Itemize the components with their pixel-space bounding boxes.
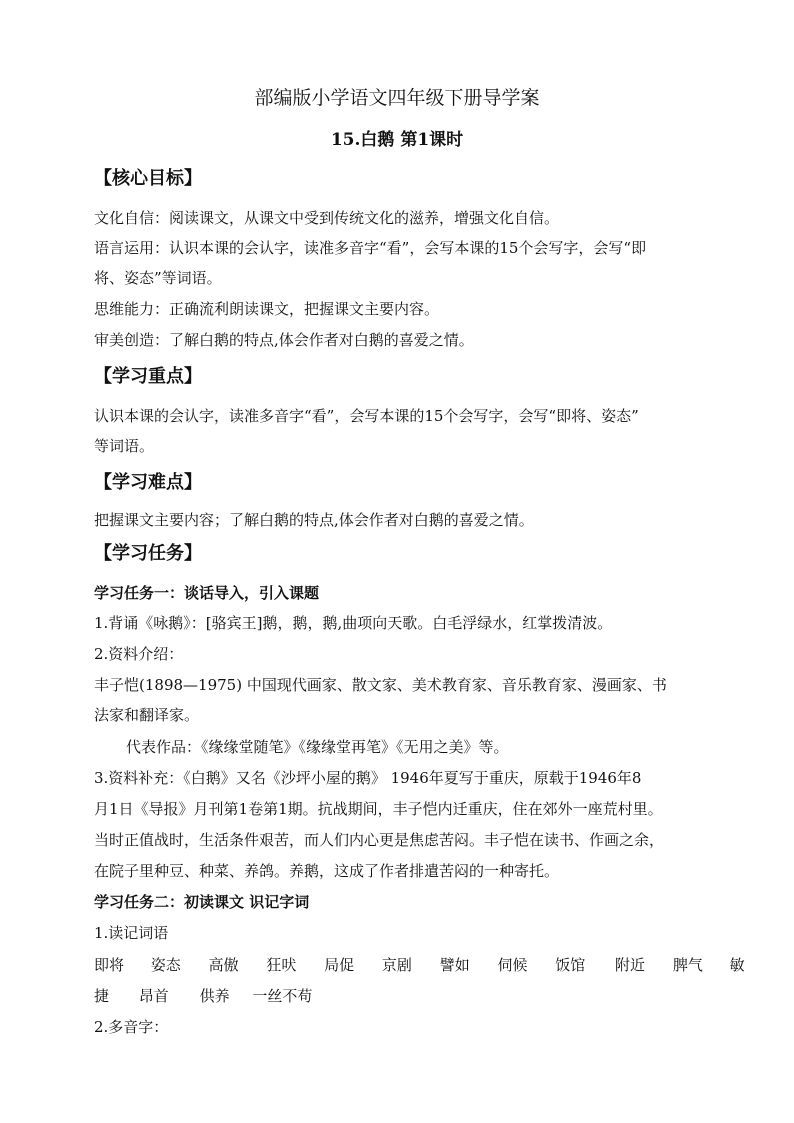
key-point-line: 等词语。 bbox=[94, 437, 155, 455]
section-heading-goals: 【核心目标】 bbox=[94, 168, 202, 189]
vocab-word: 一丝不苟 bbox=[252, 987, 313, 1005]
vocab-word: 脾气 bbox=[672, 956, 703, 974]
vocab-word: 高傲 bbox=[208, 956, 239, 974]
vocab-word: 姿态 bbox=[150, 956, 181, 974]
lesson-title: 15.白鹅 第1课时 bbox=[330, 130, 464, 150]
task2-line: 1.读记词语 bbox=[94, 924, 169, 942]
task1-line: 代表作品：《缘缘堂随笔》《缘缘堂再笔》《无用之美》等。 bbox=[126, 738, 509, 756]
document-title: 部编版小学语文四年级下册导学案 bbox=[254, 87, 540, 109]
vocab-word: 局促 bbox=[324, 956, 355, 974]
goal-line: 语言运用：认识本课的会认字，读准多音字“看”，会写本课的15个会写字，会写“即 bbox=[94, 239, 647, 257]
goal-line: 将、姿态”等词语。 bbox=[94, 269, 222, 287]
vocab-word: 捷 bbox=[94, 987, 110, 1005]
vocab-word: 供养 bbox=[199, 987, 230, 1005]
vocab-word: 饭馆 bbox=[555, 956, 586, 974]
task1-line: 在院子里种豆、种菜、养鸽。养鹅，这成了作者排遣苦闷的一种寄托。 bbox=[94, 862, 560, 880]
task1-line: 法家和翻译家。 bbox=[94, 706, 200, 724]
key-point-line: 认识本课的会认字，读准多音字“看”，会写本课的15个会写字，会写“即将、姿态” bbox=[94, 407, 639, 425]
section-heading-difficulties: 【学习难点】 bbox=[94, 472, 202, 493]
vocab-word: 伺候 bbox=[497, 956, 528, 974]
task2-title: 学习任务二：初读课文 识记字词 bbox=[94, 893, 310, 911]
section-heading-tasks: 【学习任务】 bbox=[94, 543, 202, 564]
goal-line: 思维能力：正确流利朗读课文，把握课文主要内容。 bbox=[94, 300, 440, 318]
vocab-row bbox=[94, 955, 745, 975]
section-heading-key-points: 【学习重点】 bbox=[94, 366, 202, 387]
vocab-row bbox=[94, 986, 714, 1006]
task1-title: 学习任务一：谈话导入，引入课题 bbox=[94, 584, 320, 602]
task1-line: 3.资料补充：《白鹅》又名《沙坪小屋的鹅》 1946年夏写于重庆，原载于1946年8 bbox=[94, 769, 642, 787]
task1-line: 2.资料介绍： bbox=[94, 645, 184, 663]
goal-line: 文化自信：阅读课文，从课文中受到传统文化的滋养，增强文化自信。 bbox=[94, 209, 560, 227]
vocab-word: 敏 bbox=[729, 956, 745, 974]
task1-line: 当时正值战时，生活条件艰苦，而人们内心更是焦虑苦闷。丰子恺在读书、作画之余， bbox=[94, 831, 665, 849]
vocab-word: 即将 bbox=[94, 956, 125, 974]
vocab-word: 昂首 bbox=[138, 987, 169, 1005]
task2-line: 2.多音字： bbox=[94, 1018, 169, 1036]
vocab-word: 附近 bbox=[615, 956, 646, 974]
task1-line: 1.背诵《咏鹅》：[骆宾王]鹅，鹅，鹅,曲项向天歌。白毛浮绿水，红掌拨清波。 bbox=[94, 614, 613, 632]
difficulty-line: 把握课文主要内容；了解白鹅的特点,体会作者对白鹅的喜爱之情。 bbox=[94, 511, 534, 529]
task1-line: 月1日《导报》月刊第1卷第1期。抗战期间，丰子恺内迁重庆，住在郊外一座荒村里。 bbox=[94, 800, 663, 818]
vocab-word: 京剧 bbox=[381, 956, 412, 974]
vocab-word: 狂吠 bbox=[266, 956, 297, 974]
goal-line: 审美创造：了解白鹅的特点,体会作者对白鹅的喜爱之情。 bbox=[94, 331, 474, 349]
vocab-word: 譬如 bbox=[439, 956, 470, 974]
task1-line: 丰子恺(1898—1975) 中国现代画家、散文家、美术教育家、音乐教育家、漫画家、书 bbox=[94, 676, 667, 694]
